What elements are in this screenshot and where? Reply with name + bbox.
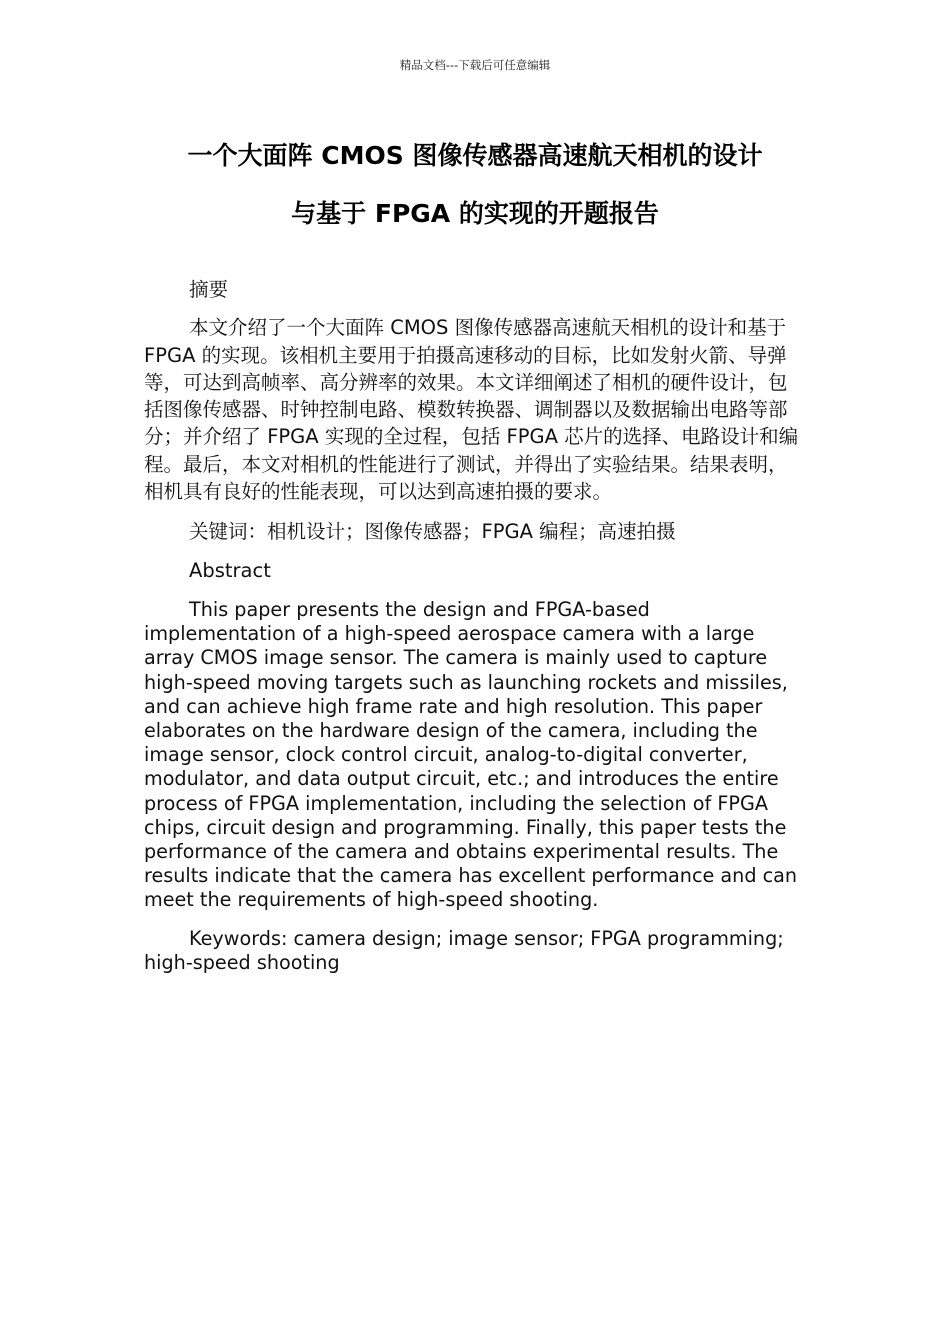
chinese-abstract-body: 本文介绍了一个大面阵 CMOS 图像传感器高速航天相机的设计和基于 FPGA 的实现。该相机主要用于拍摄高速移动的目标，比如发射火箭、导弹等，可达到高帧率、高分辨率的效果。本文详细阐述了相机的硬件设计，包括图像传感器、时钟控制电路、模数转换器、调制器以及数据输出电路等部分；并介绍了 FPGA 实现的全过程，包括 FPGA 芯片的选择、电路设计和编程。最后，本文对相机的性能进行了测试，并得出了实验结果。结果表明，相机具有良好的性能表现，可以达到高速拍摄的要求。 [144,316,799,504]
chinese-keywords: 关键词：相机设计；图像传感器；FPGA 编程；高速拍摄 [189,520,676,544]
document-body [144,276,806,975]
chinese-abstract-heading: 摘要 [189,278,229,301]
header-note: 精品文档---下载后可任意编辑 [399,58,551,72]
document-title-line-1: 一个大面阵 CMOS 图像传感器高速航天相机的设计 [187,141,763,170]
english-abstract-body: This paper presents the design and FPGA-based implementation of a high-speed aerospace camera with a large array CMOS image sensor. The camera is mainly used to capture high-speed moving targets such as launching rockets and missiles, and can achieve high frame rate and high resolution. This paper elaborates on the hardware design of the camera, including the image sensor, clock control circuit, analog-to-digital converter, modulator, and data output circuit, etc.; and introduces the entire process of FPGA implementation, including the selection of FPGA chips, circuit design and programming. Finally, this paper tests the performance of the camera and obtains experimental results. The results indicate that the camera has excellent performance and can meet the requirements of high-speed shooting. [144,597,798,912]
english-keywords: Keywords: camera design; image sensor; FPGA programming; high-speed shooting [144,926,784,974]
english-abstract-heading: Abstract [189,558,271,582]
document-title-line-2: 与基于 FPGA 的实现的开题报告 [291,199,659,228]
